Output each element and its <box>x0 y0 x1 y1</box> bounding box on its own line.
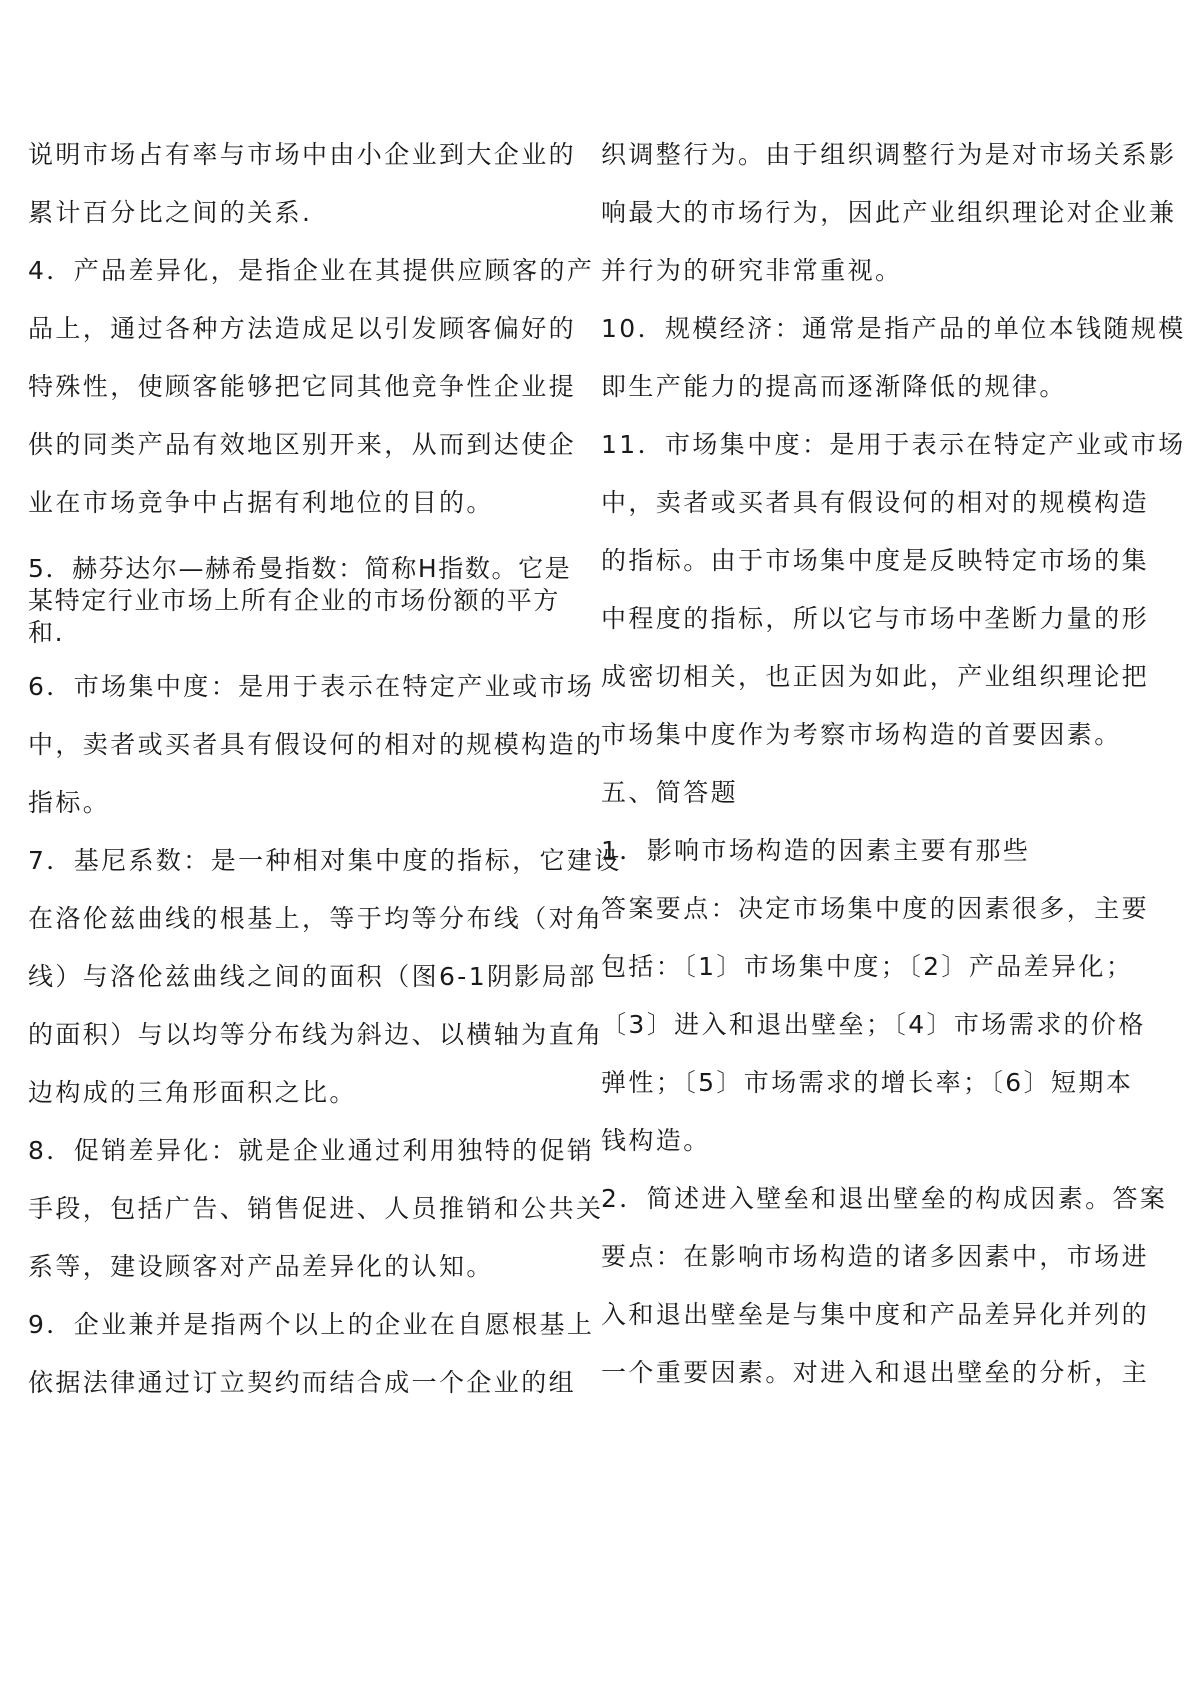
text-line: 6．市场集中度：是用于表示在特定产业或市场 <box>28 672 595 701</box>
text-line: 成密切相关，也正因为如此，产业组织理论把 <box>601 662 1150 691</box>
text-line: 9．企业兼并是指两个以上的企业在自愿根基上 <box>28 1310 595 1339</box>
text-line: 5．赫芬达尔—赫希曼指数：简称H指数。它是 <box>28 554 572 583</box>
text-line: 中，卖者或买者具有假设何的相对的规模构造 <box>601 488 1150 517</box>
text-line: 指标。 <box>28 788 111 817</box>
text-line: 中，卖者或买者具有假设何的相对的规模构造的 <box>28 730 604 759</box>
text-line: 一个重要因素。对进入和退出壁垒的分析，主 <box>601 1358 1150 1387</box>
text-line: 依据法律通过订立契约而结合成一个企业的组 <box>28 1368 577 1397</box>
text-line: 11．市场集中度：是用于表示在特定产业或市场 <box>601 430 1186 459</box>
text-line: 中程度的指标，所以它与市场中垄断力量的形 <box>601 604 1150 633</box>
text-line: 的指标。由于市场集中度是反映特定市场的集 <box>601 546 1150 575</box>
text-line: 4．产品差异化，是指企业在其提供应顾客的产 <box>28 256 595 285</box>
text-line: 10．规模经济：通常是指产品的单位本钱随规模 <box>601 314 1186 343</box>
text-line: 手段，包括广告、销售促进、人员推销和公共关 <box>28 1194 604 1223</box>
text-line: 并行为的研究非常重视。 <box>601 256 903 285</box>
text-line: 的面积）与以均等分布线为斜边、以横轴为直角 <box>28 1020 604 1049</box>
text-line: 说明市场占有率与市场中由小企业到大企业的 <box>28 140 577 169</box>
text-line: 响最大的市场行为，因此产业组织理论对企业兼 <box>601 198 1177 227</box>
section-heading: 五、简答题 <box>601 778 739 807</box>
text-line: 线）与洛伦兹曲线之间的面积（图6-1阴影局部 <box>28 962 597 991</box>
text-line: 系等，建设顾客对产品差异化的认知。 <box>28 1252 494 1281</box>
text-line: 2．简述进入壁垒和退出壁垒的构成因素。答案 <box>601 1184 1168 1213</box>
text-line: 边构成的三角形面积之比。 <box>28 1078 357 1107</box>
text-line: 入和退出壁垒是与集中度和产品差异化并列的 <box>601 1300 1150 1329</box>
text-line: 7．基尼系数：是一种相对集中度的指标，它建设 <box>28 846 622 875</box>
text-line: 包括：〔1〕市场集中度；〔2〕产品差异化； <box>601 952 1134 981</box>
text-line: 品上，通过各种方法造成足以引发顾客偏好的 <box>28 314 577 343</box>
text-line: 业在市场竞争中占据有利地位的目的。 <box>28 488 494 517</box>
text-line: 即生产能力的提高而逐渐降低的规律。 <box>601 372 1067 401</box>
text-line: 供的同类产品有效地区别开来，从而到达使企 <box>28 430 577 459</box>
text-line: 钱构造。 <box>601 1126 711 1155</box>
text-line: 答案要点：决定市场集中度的因素很多，主要 <box>601 894 1150 923</box>
text-line: 在洛伦兹曲线的根基上，等于均等分布线（对角 <box>28 904 604 933</box>
text-line: 弹性；〔5〕市场需求的增长率；〔6〕短期本 <box>601 1068 1134 1097</box>
text-line: 市场集中度作为考察市场构造的首要因素。 <box>601 720 1122 749</box>
text-line: 1．影响市场构造的因素主要有那些 <box>601 836 1031 865</box>
text-line: 累计百分比之间的关系. <box>28 198 313 227</box>
text-line: 要点：在影响市场构造的诸多因素中，市场进 <box>601 1242 1150 1271</box>
text-line: 和. <box>28 618 65 647</box>
text-line: 8．促销差异化：就是企业通过利用独特的促销 <box>28 1136 595 1165</box>
text-line: 〔3〕进入和退出壁垒；〔4〕市场需求的价格 <box>601 1010 1146 1039</box>
text-line: 特殊性，使顾客能够把它同其他竞争性企业提 <box>28 372 577 401</box>
text-line: 织调整行为。由于组织调整行为是对市场关系影 <box>601 140 1177 169</box>
text-line: 某特定行业市场上所有企业的市场份额的平方 <box>28 586 561 615</box>
